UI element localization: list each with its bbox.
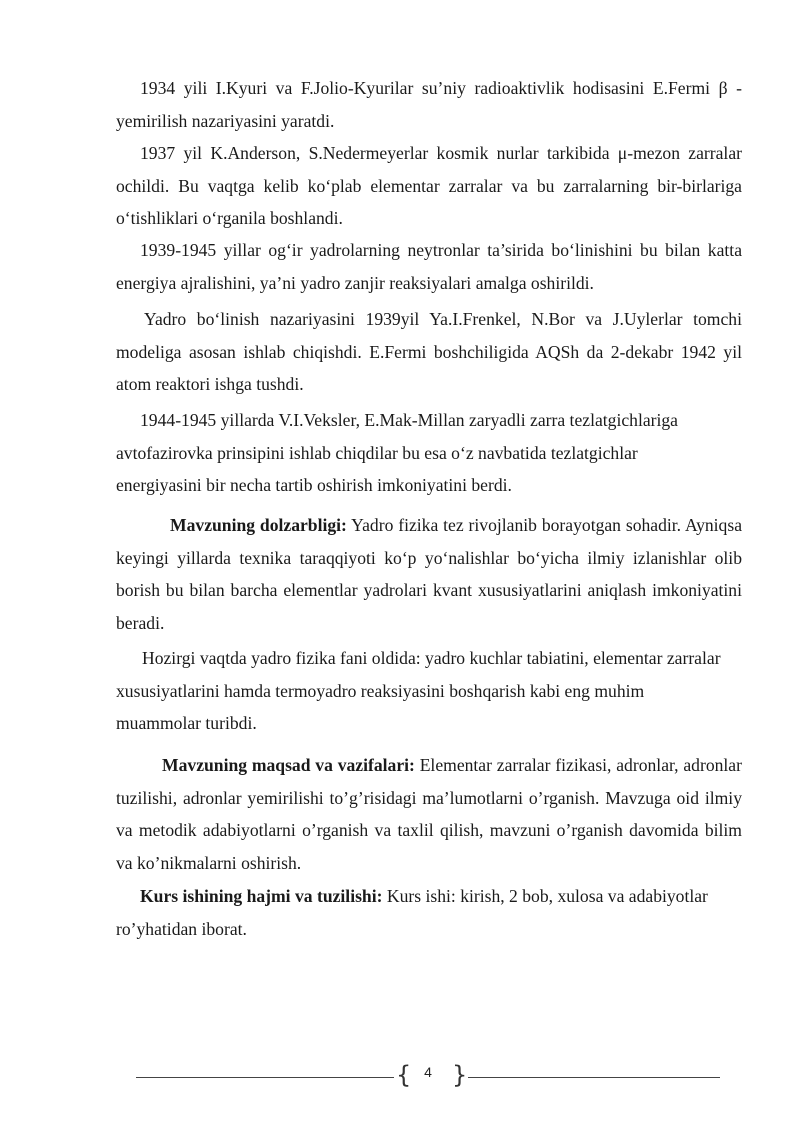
paragraph-structure [116,880,742,945]
paragraph-1939 [116,234,742,299]
page-number: 4 [424,1064,432,1080]
paragraph-goals [116,749,742,879]
paragraph-text: Hozirgi vaqtda yadro fizika fani oldida: yadro kuchlar tabiatini, elementar zarralar xususiyatlarini hamda termoyadro reaksiyasini boshqarish kabi eng muhim muammolar turibdi. [116,648,721,733]
footer-line-left [136,1077,394,1078]
footer-line-right [468,1077,720,1078]
paragraph-fission-theory [116,303,742,401]
paragraph-1934 [116,72,742,137]
paragraph-text: 1937 yil K.Anderson, S.Nedermeyerlar kosmik nurlar tarkibida μ-mezon zarralar ochildi. Bu vaqtga kelib ko‘plab elementar zarralar va bu zarralarning bir-birlariga o‘tishliklari o‘rganila boshlandi. [116,143,742,228]
goals-label: Mavzuning maqsad va vazifalari: [162,755,415,775]
paragraph-current-problems [116,642,726,740]
relevance-label: Mavzuning dolzarbligi: [170,515,347,535]
paragraph-text: 1934 yili I.Kyuri va F.Jolio-Kyurilar su’niy radioaktivlik hodisasini E.Fermi β -yemirilish nazariyasini yaratdi. [116,78,742,131]
paragraph-text: 1944-1945 yillarda V.I.Veksler, E.Mak-Millan zaryadli zarra tezlatgichlariga avtofazirovka prinsipini ishlab chiqdilar bu esa o‘z navbatida tezlatgichlar energiyasini bir necha tartib oshirish imkoniyatini berdi. [116,410,678,495]
paragraph-text: Yadro fizika tez rivojlanib borayotgan sohadir. Ayniqsa keyingi yillarda texnika taraqqiyoti ko‘p yo‘nalishlar bo‘yicha ilmiy izlanishlar olib borish bu bilan barcha elementlar yadrolari kvant xususiyatlarini aniqlash imkoniyatini beradi. [116,515,743,633]
paragraph-1944 [116,404,696,502]
paragraph-1937 [116,137,742,235]
structure-label: Kurs ishining hajmi va tuzilishi: [140,886,383,906]
footer-bracket-right: } [452,1061,468,1089]
paragraph-text: Elementar zarralar fizikasi, adronlar, adronlar tuzilishi, adronlar yemirilishi to’g’risidagi ma’lumotlarni o’rganish. Mavzuga oid ilmiy va metodik adabiyotlarni o’rganish va taxlil qilish, mavzuni o’rganish davomida bilim va ko’nikmalarni oshirish. [116,755,742,873]
paragraph-text: Yadro bo‘linish nazariyasini 1939yil Ya.I.Frenkel, N.Bor va J.Uylerlar tomchi modeliga asosan ishlab chiqishdi. E.Fermi boshchiligida AQSh da 2-dekabr 1942 yil atom reaktori ishga tushdi. [116,309,742,394]
footer-bracket-left: { [396,1061,412,1089]
paragraph-relevance [116,509,742,639]
paragraph-text: 1939-1945 yillar og‘ir yadrolarning neytronlar ta’sirida bo‘linishini bu bilan katta energiya ajralishini, ya’ni yadro zanjir reaksiyalari amalga oshirildi. [116,240,742,293]
paragraph-text: Kurs ishi: kirish, 2 bob, xulosa va adabiyotlar ro’yhatidan iborat. [116,886,708,939]
